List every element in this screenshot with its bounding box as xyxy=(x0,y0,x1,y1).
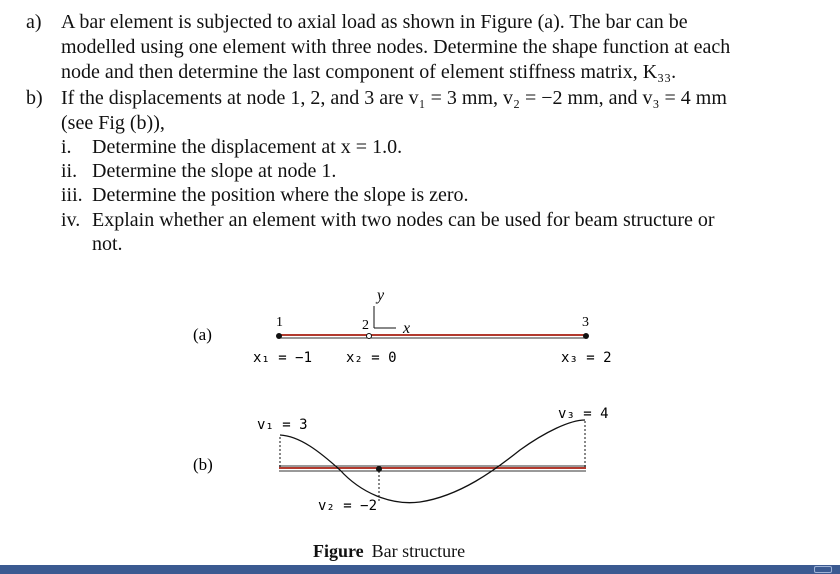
node-1-number: 1 xyxy=(276,315,283,330)
part-b-line-2: (see Fig (b)), xyxy=(61,112,165,134)
item-iii-text: Determine the position where the slope is zero. xyxy=(92,184,469,206)
item-iii-number: iii. xyxy=(61,184,83,206)
bottom-bar xyxy=(0,565,840,574)
part-b-label: b) xyxy=(26,87,43,109)
node-2-coord: x₂ = 0 xyxy=(346,350,397,366)
figure-b-tag: (b) xyxy=(193,455,213,474)
figure-caption xyxy=(313,541,465,562)
item-iv-number: iv. xyxy=(61,209,81,231)
figure-a-tag: (a) xyxy=(193,325,212,344)
part-a-label: a) xyxy=(26,11,42,33)
item-iv-continuation: not. xyxy=(92,233,123,255)
deflection-curve xyxy=(280,420,585,503)
part-a-line-3: node and then determine the last component of element stiffness matrix, K₃₃. xyxy=(61,61,677,83)
axis-x-label: x xyxy=(403,320,411,337)
node-3-dot xyxy=(583,333,589,339)
node-2-dot xyxy=(367,334,372,339)
v1-label: v₁ = 3 xyxy=(257,417,308,433)
item-ii-number: ii. xyxy=(61,160,78,182)
item-ii-text: Determine the slope at node 1. xyxy=(92,160,337,182)
part-a-line-1: A bar element is subjected to axial load as shown in Figure (a). The bar can be xyxy=(61,11,688,33)
node-2-b-dot xyxy=(376,466,382,472)
v3-label: v₃ = 4 xyxy=(558,406,609,422)
part-a-line-2: modelled using one element with three nodes. Determine the shape function at each xyxy=(61,36,731,58)
axis-y-label: y xyxy=(377,287,385,304)
node-1-coord: x₁ = −1 xyxy=(253,350,313,366)
caption-text: Bar structure xyxy=(371,541,466,561)
node-3-coord: x₃ = 2 xyxy=(561,350,612,366)
part-b-line-1: If the displacements at node 1, 2, and 3 are v₁ = 3 mm, v₂ = −2 mm, and v₃ = 4 mm xyxy=(61,87,727,109)
slide-icon xyxy=(814,566,832,573)
item-i-text: Determine the displacement at x = 1.0. xyxy=(92,136,403,158)
node-2-number: 2 xyxy=(362,318,369,333)
caption-bold: Figure xyxy=(313,541,364,561)
v2-label: v₂ = −2 xyxy=(318,498,378,514)
node-1-dot xyxy=(276,333,282,339)
item-iv-text: Explain whether an element with two nodes can be used for beam structure or xyxy=(92,209,715,231)
node-3-number: 3 xyxy=(582,315,589,330)
item-i-number: i. xyxy=(61,136,72,158)
